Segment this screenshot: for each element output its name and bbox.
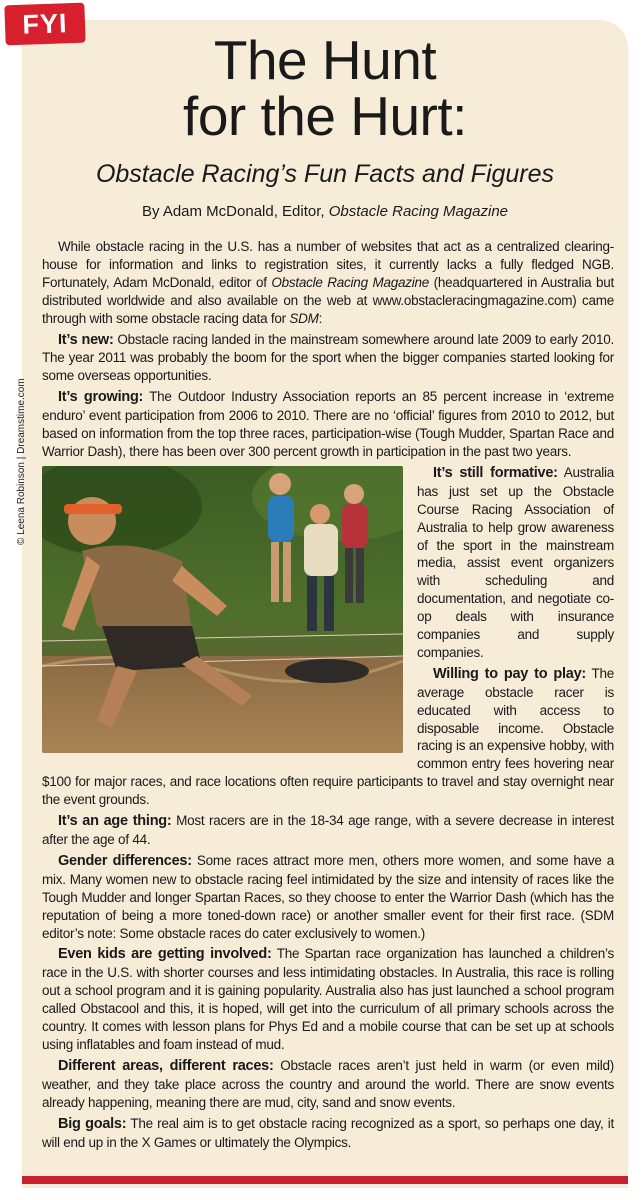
article-title: [22, 29, 628, 147]
fyi-badge-label: FYI: [21, 8, 69, 40]
intro-text-2: (headquartered in Australia but distributed worldwide and also available on the web at www.obstacleracingmagazine.com) came through with some obstacle racing data for: [42, 274, 614, 326]
section-age: [42, 812, 614, 849]
intro-text-3: :: [318, 310, 323, 326]
intro-paragraph: [42, 238, 614, 328]
byline-author: By Adam McDonald, Editor,: [141, 203, 329, 220]
section-new-text: Obstacle racing landed in the mainstream somewhere around late 2009 to early 2010. The year 2011 was probably the boom for the sport when the bigger companies started looking for some overseas opportunities.: [42, 331, 614, 384]
photo-credit: © Leena Robinson | Dreamstime.com: [16, 378, 27, 545]
article-body: [42, 238, 614, 1154]
byline: [22, 203, 628, 220]
intro-text-1: While obstacle racing in the U.S. has a number of websites that act as a centralized clearing-house for information and links to registration sites, it currently lacks a fully fledged NGB. Fortunately, Adam McDonald, editor of: [42, 239, 614, 290]
section-formative-text: Australia has just set up the Obstacle Course Racing Association of Australia to help grow awareness of the sport in the mainstream media, assist event organizers with scheduling and documentation, and negotiate co-op deals with insurance companies and supply companies.: [417, 464, 614, 660]
section-gender-text: Some races attract more men, others more women, and some have a mix. Many women new to obstacle racing feel intimidated by the size and intensity of races like the Tough Mudder and longer Spartan Races, so they choose to enter the Warrior Dash (which has the reputation of being a more toned-down race) or another smaller event for their first race. (SDM editor’s note: Some obstacle races do cater exclusively to women.): [42, 852, 614, 941]
section-growing-text: The Outdoor Industry Association reports an 85 percent increase in ‘extreme enduro’ event participation from 2006 to 2010. There are no ‘official’ figures from 2010 to 2012, but based on information from the top three races, participation-wise (Tough Mudder, Spartan Race and Warrior Dash), there has been over 300 percent growth in participation in the past two years.: [42, 389, 614, 459]
section-gender-heading: Gender differences:: [58, 852, 192, 869]
section-new: [42, 331, 614, 386]
section-areas: [42, 1057, 614, 1112]
section-kids: [42, 945, 614, 1053]
section-kids-heading: Even kids are getting involved:: [58, 946, 272, 963]
title-line-2: for the Hurt:: [183, 85, 467, 147]
article-subtitle: Obstacle Racing’s Fun Facts and Figures: [95, 160, 555, 188]
section-goals: [42, 1115, 614, 1152]
section-new-heading: It’s new:: [58, 331, 114, 348]
section-goals-heading: Big goals:: [58, 1115, 127, 1132]
section-areas-heading: Different areas, different races:: [58, 1057, 274, 1074]
fyi-badge: [4, 3, 85, 46]
section-pay-to-play-heading: Willing to pay to play:: [433, 665, 586, 682]
mud-run-photo-illustration: [42, 466, 403, 753]
section-goals-text: The real aim is to get obstacle racing recognized as a sport, so perhaps one day, it will end up in the X Games or ultimately the Olympics.: [42, 1115, 615, 1150]
section-formative-heading: It’s still formative:: [433, 464, 558, 481]
intro-publication: Obstacle Racing Magazine: [271, 274, 430, 290]
section-age-heading: It’s an age thing:: [58, 813, 172, 830]
section-areas-text: Obstacle races aren’t just held in warm (or even mild) weather, and they take place across the country and around the world. There are snow events already happening, meaning there are mud, city, sand and snow events.: [42, 1057, 615, 1110]
section-growing: [42, 388, 614, 461]
bottom-rule: [22, 1176, 628, 1184]
mud-run-photo: [42, 466, 403, 753]
section-age-text: Most racers are in the 18-34 age range, with a severe decrease in interest after the age of 44.: [42, 813, 614, 847]
intro-sdm: SDM: [289, 310, 319, 326]
title-line-1: The Hunt: [213, 29, 437, 91]
byline-publication: Obstacle Racing Magazine: [328, 203, 509, 220]
section-growing-heading: It’s growing:: [58, 389, 144, 406]
section-pay-to-play-text: The average obstacle racer is educated with access to disposable income. Obstacle racing is an expensive hobby, with common entry fees hovering near $100 for major races, and race locations often require participants to travel and stay overnight near the event grounds.: [42, 665, 614, 808]
section-gender: [42, 852, 614, 943]
section-kids-text: The Spartan race organization has launched a children’s race in the U.S. with shorter courses and less intimidating obstacles. In Australia, this race is rolling out a school program and it is gaining popularity. Australia also has just launched a school program called Obstacool and this, it is hoped, will get into the curriculum of all primary schools across the country. It comes with lesson plans for Phys Ed and a mobile course that can be set up at schools using inflatables and foam instead of mud.: [42, 946, 614, 1052]
